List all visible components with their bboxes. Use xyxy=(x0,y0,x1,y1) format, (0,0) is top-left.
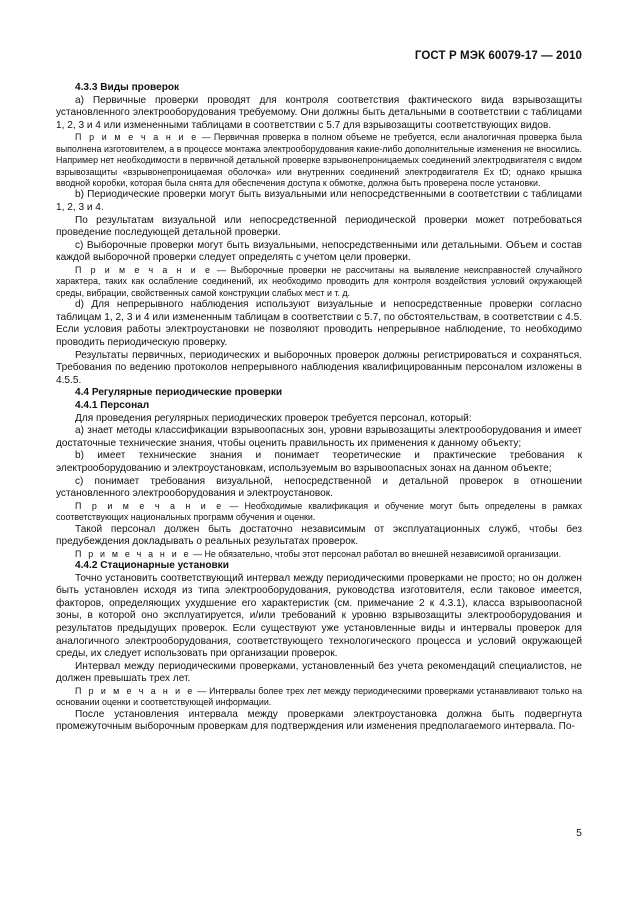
note-text: — Выборочные проверки не рассчитаны на выявление неисправностей случайного характера, таких как ослабление соединений, их необходимо проводить для контроля воздействия условий окружающей среды, вибрации, свойственных самой конструкции слабых мест и т. д. xyxy=(56,264,583,298)
paragraph-4-3-3-a: а) Первичные проверки проводят для контроля соответствия фактического вида взрывозащиты установленного электрооборудования требуемому. Они должны быть детальными в соответствии с таблицами 1, 2, 3 и 4 или измененными таблицами в соответствии с 5.7 для взрывозащиты соответствующих видов. xyxy=(56,94,582,131)
paragraph-4-3-3-b-cont: По результатам визуальной или непосредственной периодической проверки может потребоваться проведение последующей детальной проверки. xyxy=(56,214,582,239)
note-label: П р и м е ч а н и е xyxy=(75,500,224,511)
paragraph-4-4-2-p2: Интервал между периодическими проверками, установленный без учета рекомендаций специалистов, не должен превышать трех лет. xyxy=(56,660,582,685)
section-4-3-3-heading: 4.3.3 Виды проверок xyxy=(75,82,180,93)
paragraph-4-4-1-d: Такой персонал должен быть достаточно независимым от эксплуатационных служб, чтобы без предубеждения докладывать о реальных результатах проверок. xyxy=(56,523,582,548)
note-label: П р и м е ч а н и е xyxy=(75,548,191,559)
paragraph-4-4-2-p1: Точно установить соответствующий интервал между периодическими проверками не просто; но он должен быть установлен исходя из типа электрооборудования, руководства изготовителя, если таковое имеется, факторов, определяющих ухудшение его характеристик (см. примечание 2 к 4.3.1), класса взрывоопасной зоны, в которой оно эксплуатируется, и/или требований к уровню взрывозащиты электрооборудования и результатов предыдущих проверок. Если существуют уже установленные виды и интервалы проверок для аналогичного электрооборудования, соответствующего технологического процесса и условий окружающей среды, их следует использовать при организации проверок. xyxy=(56,572,582,660)
note-text: — Интервалы более трех лет между периодическими проверками устанавливают только на основании оценки и соответствующей информации. xyxy=(56,686,583,708)
note-2 xyxy=(56,265,582,299)
paragraph-4-4-1-c: c) понимает требования визуальной, непосредственной и детальной проверок в отношении установленного электрооборудования и электроустановок. xyxy=(56,475,582,500)
note-text: — Не обязательно, чтобы этот персонал работал во внешней независимой организации. xyxy=(190,548,562,559)
note-text: — Первичная проверка в полном объеме не требуется, если аналогичная проверка была выполнена изготовителем, а в процессе монтажа электрооборудования какие-либо дополнительные изменения не вносились. Например нет необходимости в первичной детальной проверке взрывонепроницаемых соединений электродвигателя с видом взрывозащиты «взрывонепроницаемая оболочка» или внутренних соединений электродвигателя Ex tD; однако крышка вводной коробки, которая была снята для обеспечения доступа к обмотке, должна быть проверена после установки. xyxy=(56,132,582,188)
note-text: — Необходимые квалификация и обучение могут быть определены в рамках соответствующих национальных программ обучения и оценки. xyxy=(56,500,583,523)
paragraph-4-4-2-p3: После установления интервала между проверками электроустановка должна быть подвергнута промежуточным выборочным проверкам для подтверждения или изменения предполагаемого интервала. По- xyxy=(56,708,582,733)
paragraph-4-3-3-b: b) Периодические проверки могут быть визуальными или непосредственными в соответствии с таблицами 1, 2, 3 и 4. xyxy=(56,189,582,213)
note-5 xyxy=(56,686,582,709)
document-id: ГОСТ Р МЭК 60079-17 — 2010 xyxy=(414,50,582,62)
note-label: П р и м е ч а н и е xyxy=(75,132,199,143)
section-4-4-1-heading: 4.4.1 Персонал xyxy=(75,399,150,411)
paragraph-4-4-1-intro: Для проведения регулярных периодических проверок требуется персонал, который: xyxy=(75,412,472,424)
paragraph-4-4-1-a: а) знает методы классификации взрывоопасных зон, уровни взрывозащиты электрооборудования и имеет достаточные технические знания, чтобы оценить правильность их применения к данному объекту; xyxy=(56,425,582,449)
section-4-4-2-heading: 4.4.2 Стационарные установки xyxy=(75,560,229,572)
paragraph-4-3-3-c: c) Выборочные проверки могут быть визуальными, непосредственными или детальными. Объем и состав каждой выборочной проверки следует определять с учетом цели проверки. xyxy=(56,239,582,264)
paragraph-4-3-3-d: d) Для непрерывного наблюдения используют визуальные и непосредственные проверки согласно таблицам 1, 2, 3 и 4 или измененным таблицам в соответствии с 5.7, по обстоятельствам, в соответствии с 4.5. Если условия работы электроустановки не позволяют проводить непрерывное наблюдение, то необходимо проводить периодическую проверку. xyxy=(56,299,582,348)
note-1 xyxy=(56,132,582,189)
section-4-4-heading: 4.4 Регулярные периодические проверки xyxy=(75,387,283,399)
note-3 xyxy=(56,501,582,524)
paragraph-4-4-1-b: b) имеет технические знания и понимает теоретические и практические требования к электрооборудованию и электроустановкам, используемым во взрывоопасных зонах на данном объекте; xyxy=(56,450,582,474)
paragraph-4-3-3-results: Результаты первичных, периодических и выборочных проверок должны регистрироваться и сохраняться. Требования по ведению протоколов непрерывного наблюдения квалифицированным персоналом изложены в 4.5.5. xyxy=(56,349,582,386)
note-4 xyxy=(56,549,582,560)
note-label: П р и м е ч а н и е xyxy=(75,264,213,275)
document-body xyxy=(56,82,582,734)
page-number: 5 xyxy=(576,827,582,839)
note-label: П р и м е ч а н и е xyxy=(75,686,195,697)
